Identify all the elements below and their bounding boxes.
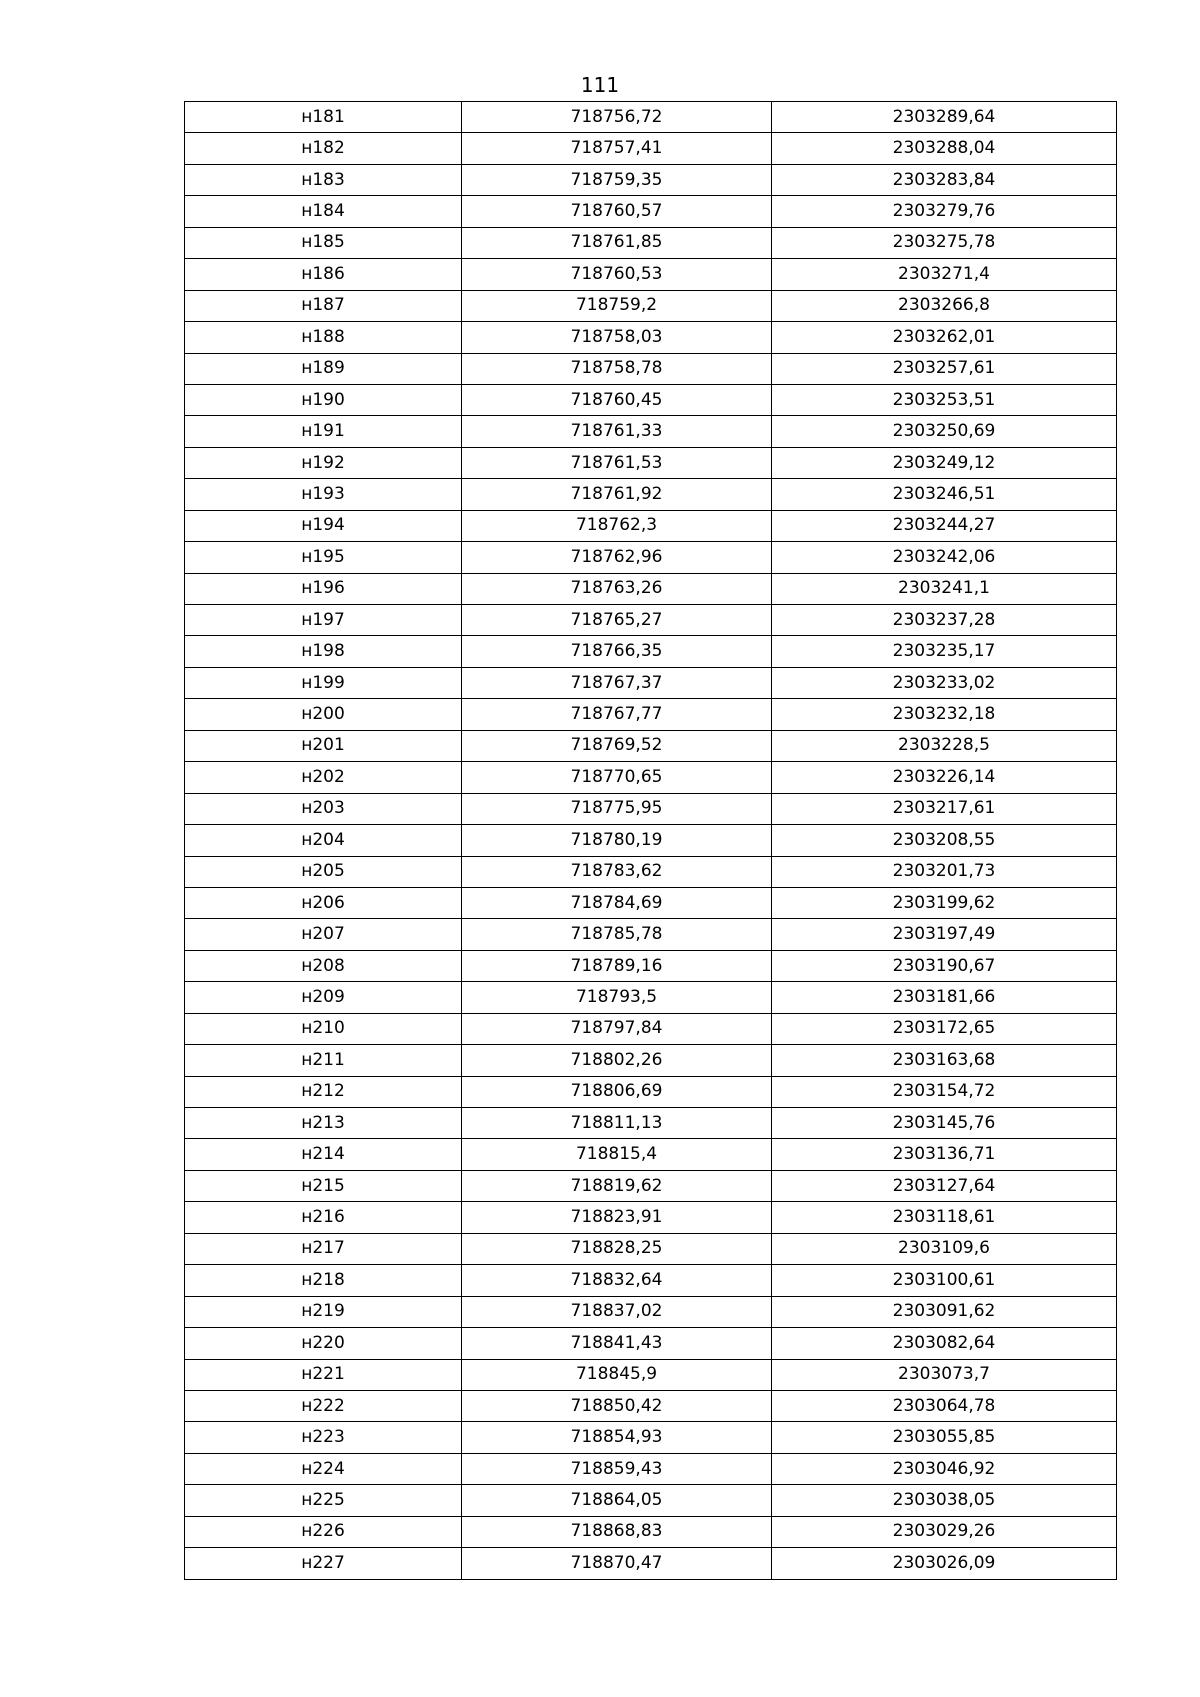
table-row (185, 667, 1117, 698)
table-row (185, 1013, 1117, 1044)
y-coordinate-cell: 2303257,61 (772, 353, 1117, 384)
table-row (185, 919, 1117, 950)
point-id-cell: н212 (185, 1076, 462, 1107)
point-id-cell: н187 (185, 290, 462, 321)
y-coordinate-cell: 2303145,76 (772, 1108, 1117, 1139)
table-row (185, 730, 1117, 761)
x-coordinate-cell: 718767,77 (462, 699, 772, 730)
y-coordinate-cell: 2303190,67 (772, 950, 1117, 981)
point-id-cell: н207 (185, 919, 462, 950)
x-coordinate-cell: 718784,69 (462, 887, 772, 918)
y-coordinate-cell: 2303100,61 (772, 1265, 1117, 1296)
point-id-cell: н186 (185, 259, 462, 290)
table-row (185, 699, 1117, 730)
point-id-cell: н199 (185, 667, 462, 698)
y-coordinate-cell: 2303181,66 (772, 982, 1117, 1013)
y-coordinate-cell: 2303288,04 (772, 133, 1117, 164)
y-coordinate-cell: 2303127,64 (772, 1170, 1117, 1201)
x-coordinate-cell: 718758,03 (462, 322, 772, 353)
x-coordinate-cell: 718769,52 (462, 730, 772, 761)
y-coordinate-cell: 2303246,51 (772, 479, 1117, 510)
point-id-cell: н226 (185, 1516, 462, 1547)
point-id-cell: н216 (185, 1202, 462, 1233)
x-coordinate-cell: 718780,19 (462, 825, 772, 856)
y-coordinate-cell: 2303253,51 (772, 384, 1117, 415)
table-row (185, 133, 1117, 164)
y-coordinate-cell: 2303038,05 (772, 1485, 1117, 1516)
x-coordinate-cell: 718832,64 (462, 1265, 772, 1296)
point-id-cell: н203 (185, 793, 462, 824)
table-row (185, 573, 1117, 604)
x-coordinate-cell: 718760,57 (462, 196, 772, 227)
point-id-cell: н223 (185, 1422, 462, 1453)
y-coordinate-cell: 2303118,61 (772, 1202, 1117, 1233)
x-coordinate-cell: 718760,45 (462, 384, 772, 415)
y-coordinate-cell: 2303271,4 (772, 259, 1117, 290)
point-id-cell: н227 (185, 1548, 462, 1579)
y-coordinate-cell: 2303279,76 (772, 196, 1117, 227)
y-coordinate-cell: 2303233,02 (772, 667, 1117, 698)
table-row (185, 353, 1117, 384)
point-id-cell: н194 (185, 510, 462, 541)
page-number: 111 (580, 73, 620, 97)
x-coordinate-cell: 718868,83 (462, 1516, 772, 1547)
point-id-cell: н225 (185, 1485, 462, 1516)
point-id-cell: н189 (185, 353, 462, 384)
y-coordinate-cell: 2303172,65 (772, 1013, 1117, 1044)
table-row (185, 196, 1117, 227)
point-id-cell: н201 (185, 730, 462, 761)
point-id-cell: н221 (185, 1359, 462, 1390)
y-coordinate-cell: 2303082,64 (772, 1328, 1117, 1359)
y-coordinate-cell: 2303241,1 (772, 573, 1117, 604)
point-id-cell: н204 (185, 825, 462, 856)
point-id-cell: н218 (185, 1265, 462, 1296)
x-coordinate-cell: 718783,62 (462, 856, 772, 887)
table-row (185, 479, 1117, 510)
point-id-cell: н197 (185, 605, 462, 636)
x-coordinate-cell: 718760,53 (462, 259, 772, 290)
point-id-cell: н205 (185, 856, 462, 887)
table-row (185, 1390, 1117, 1421)
x-coordinate-cell: 718767,37 (462, 667, 772, 698)
x-coordinate-cell: 718864,05 (462, 1485, 772, 1516)
y-coordinate-cell: 2303232,18 (772, 699, 1117, 730)
x-coordinate-cell: 718837,02 (462, 1296, 772, 1327)
point-id-cell: н217 (185, 1233, 462, 1264)
table-row (185, 636, 1117, 667)
table-row (185, 259, 1117, 290)
y-coordinate-cell: 2303237,28 (772, 605, 1117, 636)
point-id-cell: н211 (185, 1045, 462, 1076)
point-id-cell: н196 (185, 573, 462, 604)
point-id-cell: н220 (185, 1328, 462, 1359)
x-coordinate-cell: 718763,26 (462, 573, 772, 604)
x-coordinate-cell: 718811,13 (462, 1108, 772, 1139)
y-coordinate-cell: 2303289,64 (772, 102, 1117, 133)
table-row (185, 164, 1117, 195)
x-coordinate-cell: 718785,78 (462, 919, 772, 950)
x-coordinate-cell: 718828,25 (462, 1233, 772, 1264)
x-coordinate-cell: 718765,27 (462, 605, 772, 636)
table-row (185, 1296, 1117, 1327)
table-row (185, 227, 1117, 258)
y-coordinate-cell: 2303228,5 (772, 730, 1117, 761)
table-row (185, 1422, 1117, 1453)
x-coordinate-cell: 718823,91 (462, 1202, 772, 1233)
x-coordinate-cell: 718806,69 (462, 1076, 772, 1107)
y-coordinate-cell: 2303091,62 (772, 1296, 1117, 1327)
coordinates-table-body (185, 102, 1117, 1580)
point-id-cell: н215 (185, 1170, 462, 1201)
y-coordinate-cell: 2303244,27 (772, 510, 1117, 541)
point-id-cell: н193 (185, 479, 462, 510)
table-row (185, 1265, 1117, 1296)
table-row (185, 1076, 1117, 1107)
x-coordinate-cell: 718841,43 (462, 1328, 772, 1359)
x-coordinate-cell: 718770,65 (462, 762, 772, 793)
table-row (185, 1139, 1117, 1170)
table-row (185, 1485, 1117, 1516)
coordinates-table (184, 101, 1117, 1580)
x-coordinate-cell: 718815,4 (462, 1139, 772, 1170)
x-coordinate-cell: 718845,9 (462, 1359, 772, 1390)
x-coordinate-cell: 718802,26 (462, 1045, 772, 1076)
y-coordinate-cell: 2303136,71 (772, 1139, 1117, 1170)
x-coordinate-cell: 718757,41 (462, 133, 772, 164)
x-coordinate-cell: 718761,53 (462, 447, 772, 478)
table-row (185, 982, 1117, 1013)
y-coordinate-cell: 2303064,78 (772, 1390, 1117, 1421)
y-coordinate-cell: 2303235,17 (772, 636, 1117, 667)
point-id-cell: н222 (185, 1390, 462, 1421)
x-coordinate-cell: 718756,72 (462, 102, 772, 133)
x-coordinate-cell: 718850,42 (462, 1390, 772, 1421)
y-coordinate-cell: 2303242,06 (772, 542, 1117, 573)
point-id-cell: н192 (185, 447, 462, 478)
x-coordinate-cell: 718759,2 (462, 290, 772, 321)
y-coordinate-cell: 2303197,49 (772, 919, 1117, 950)
point-id-cell: н219 (185, 1296, 462, 1327)
point-id-cell: н188 (185, 322, 462, 353)
y-coordinate-cell: 2303046,92 (772, 1453, 1117, 1484)
table-row (185, 1045, 1117, 1076)
point-id-cell: н184 (185, 196, 462, 227)
x-coordinate-cell: 718854,93 (462, 1422, 772, 1453)
table-row (185, 1359, 1117, 1390)
point-id-cell: н202 (185, 762, 462, 793)
x-coordinate-cell: 718761,33 (462, 416, 772, 447)
point-id-cell: н181 (185, 102, 462, 133)
y-coordinate-cell: 2303055,85 (772, 1422, 1117, 1453)
table-row (185, 290, 1117, 321)
point-id-cell: н209 (185, 982, 462, 1013)
point-id-cell: н208 (185, 950, 462, 981)
table-row (185, 1202, 1117, 1233)
y-coordinate-cell: 2303073,7 (772, 1359, 1117, 1390)
point-id-cell: н206 (185, 887, 462, 918)
point-id-cell: н185 (185, 227, 462, 258)
y-coordinate-cell: 2303250,69 (772, 416, 1117, 447)
y-coordinate-cell: 2303275,78 (772, 227, 1117, 258)
table-row (185, 1548, 1117, 1579)
x-coordinate-cell: 718793,5 (462, 982, 772, 1013)
table-row (185, 416, 1117, 447)
table-row (185, 825, 1117, 856)
table-row (185, 887, 1117, 918)
table-row (185, 384, 1117, 415)
y-coordinate-cell: 2303109,6 (772, 1233, 1117, 1264)
point-id-cell: н195 (185, 542, 462, 573)
table-row (185, 447, 1117, 478)
point-id-cell: н210 (185, 1013, 462, 1044)
x-coordinate-cell: 718762,3 (462, 510, 772, 541)
table-row (185, 1328, 1117, 1359)
table-row (185, 605, 1117, 636)
y-coordinate-cell: 2303154,72 (772, 1076, 1117, 1107)
table-row (185, 1453, 1117, 1484)
table-row (185, 102, 1117, 133)
point-id-cell: н190 (185, 384, 462, 415)
x-coordinate-cell: 718761,92 (462, 479, 772, 510)
point-id-cell: н183 (185, 164, 462, 195)
y-coordinate-cell: 2303199,62 (772, 887, 1117, 918)
y-coordinate-cell: 2303029,26 (772, 1516, 1117, 1547)
y-coordinate-cell: 2303266,8 (772, 290, 1117, 321)
x-coordinate-cell: 718761,85 (462, 227, 772, 258)
point-id-cell: н198 (185, 636, 462, 667)
point-id-cell: н191 (185, 416, 462, 447)
table-row (185, 510, 1117, 541)
x-coordinate-cell: 718789,16 (462, 950, 772, 981)
table-row (185, 950, 1117, 981)
table-row (185, 793, 1117, 824)
table-row (185, 542, 1117, 573)
y-coordinate-cell: 2303208,55 (772, 825, 1117, 856)
x-coordinate-cell: 718819,62 (462, 1170, 772, 1201)
table-row (185, 1170, 1117, 1201)
x-coordinate-cell: 718762,96 (462, 542, 772, 573)
x-coordinate-cell: 718870,47 (462, 1548, 772, 1579)
y-coordinate-cell: 2303283,84 (772, 164, 1117, 195)
table-row (185, 1233, 1117, 1264)
x-coordinate-cell: 718766,35 (462, 636, 772, 667)
y-coordinate-cell: 2303163,68 (772, 1045, 1117, 1076)
table-row (185, 1516, 1117, 1547)
x-coordinate-cell: 718797,84 (462, 1013, 772, 1044)
y-coordinate-cell: 2303217,61 (772, 793, 1117, 824)
y-coordinate-cell: 2303201,73 (772, 856, 1117, 887)
x-coordinate-cell: 718775,95 (462, 793, 772, 824)
table-row (185, 322, 1117, 353)
y-coordinate-cell: 2303262,01 (772, 322, 1117, 353)
point-id-cell: н182 (185, 133, 462, 164)
table-row (185, 1108, 1117, 1139)
x-coordinate-cell: 718859,43 (462, 1453, 772, 1484)
point-id-cell: н214 (185, 1139, 462, 1170)
point-id-cell: н213 (185, 1108, 462, 1139)
y-coordinate-cell: 2303249,12 (772, 447, 1117, 478)
x-coordinate-cell: 718759,35 (462, 164, 772, 195)
x-coordinate-cell: 718758,78 (462, 353, 772, 384)
point-id-cell: н200 (185, 699, 462, 730)
y-coordinate-cell: 2303226,14 (772, 762, 1117, 793)
point-id-cell: н224 (185, 1453, 462, 1484)
table-row (185, 856, 1117, 887)
table-row (185, 762, 1117, 793)
y-coordinate-cell: 2303026,09 (772, 1548, 1117, 1579)
